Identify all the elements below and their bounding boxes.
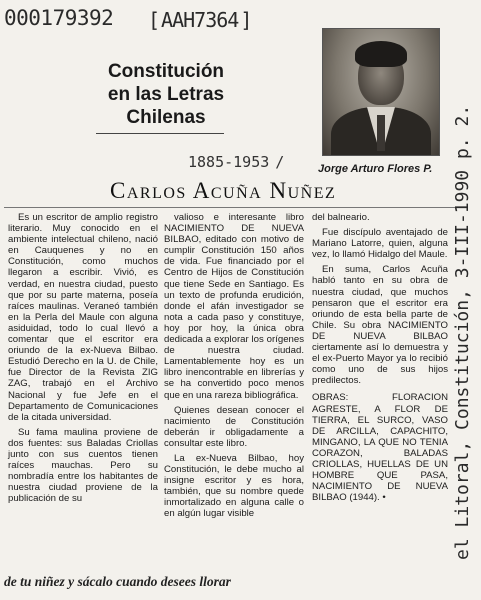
footer-quote: de tu niñez y sácalo cuando desees llorar — [4, 574, 231, 589]
life-dates: 1885-1953 / — [188, 153, 284, 171]
section-title — [96, 60, 236, 129]
paragraph: Quienes desean conocer el nacimiento de Constitución deberán ir obligadamente a consultar este libro. — [164, 404, 304, 449]
title-divider — [96, 133, 224, 134]
paragraph: valioso e interesante libro NACIMIENTO DE NUEVA BILBAO, editado con motivo de cumplir Constitución 150 años de vida. Fue financiado por el Centro de Hijos de Constitución que tiene Sede en Santiago. Es un texto de profunda erudición, donde el afán investigador se nota a cada paso y constituye, hoy por hoy, la única obra dedicada a explorar los orígenes de nuestra ciudad. Lamentablemente hoy es un libro inencontrable en librerías y se ha convertido poco menos que en una rareza bibliográfica. — [164, 212, 304, 401]
works-list: OBRAS: FLORACION AGRESTE, A FLOR DE TIERRA, EL SURCO, VASO DE ARCILLA, CAPACHITO, MINGANO, LA QUE NO TENIA CORAZON, BALADAS CRIOLLAS, HUELLAS DE UN HOMBRE QUE PASA, NACIMIENTO DE NUEVA BILBAO (1944). • — [312, 392, 448, 504]
paragraph: La ex-Nueva Bilbao, hoy Constitución, le debe mucho al insigne escritor y es hora, también, que su nombre quede inmortalizado en alguna calle o en algún lugar visible — [164, 452, 304, 520]
author-photo — [322, 28, 440, 156]
section-title-line: en las Letras — [107, 84, 225, 105]
archive-code: 000179392 — [4, 6, 114, 30]
article-column-3 — [312, 212, 448, 503]
headline-divider — [4, 207, 464, 208]
article-headline: Carlos Acuña Nuñez — [110, 178, 337, 203]
paragraph: del balneario. — [312, 212, 370, 223]
source-annotation: el Litoral, Constitución, 3-III-1990 p. 2. — [452, 104, 473, 560]
paragraph: Es un escritor de amplio registro literario. Muy conocido en el ambiente intelectual chileno, nació en Cauquenes y no en Constitución, como muchos llegaron a escribir. Vivió, es verdad, en nuestra ciudad, puesto que por su parte materna, poseía raíces maulinas. Veraneó también en la Perla del Maule con alguna asiduidad, todo lo cual llevó a comentar que el escritor era oriundo de la ex-Nueva Bilbao. Estudió Derecho en la U. de Chile, fue Director de la Revista ZIG ZAG, trabajó en el Archivo Nacional y fue Jefe en el Departamento de Comunicaciones de la citada universidad. — [8, 212, 158, 423]
article-column-2 — [164, 212, 304, 524]
paragraph: Su fama maulina proviene de dos fuentes: sus Baladas Criollas junto con sus cuentos tienen raíces mauchas. Pero su nombradía entre los habitantes de nuestra ciudad proviene de la publicación de su — [8, 426, 158, 505]
author-byline: Jorge Arturo Flores P. — [318, 163, 433, 175]
paragraph: En suma, Carlos Acuña habló tanto en su obra de nuestra ciudad, que muchos pensaron que el escritor era oriundo de esta bella parte de Chile. Su obra NACIMIENTO DE NUEVA BILBAO ciertamente así lo demuestra y el ex-Puerto Mayor ya lo recibió como uno de sus hijos predilectos. — [312, 264, 448, 387]
section-title-line: Chilenas — [126, 107, 206, 128]
article-column-1 — [8, 212, 158, 508]
section-title-line: Constitución — [107, 61, 225, 82]
archive-code-secondary: [ AAH7364 ] — [148, 8, 251, 32]
paragraph: Fue discípulo aventajado de Mariano Latorre, quien, alguna vez, lo llamó Hidalgo del Maule. — [312, 227, 448, 261]
